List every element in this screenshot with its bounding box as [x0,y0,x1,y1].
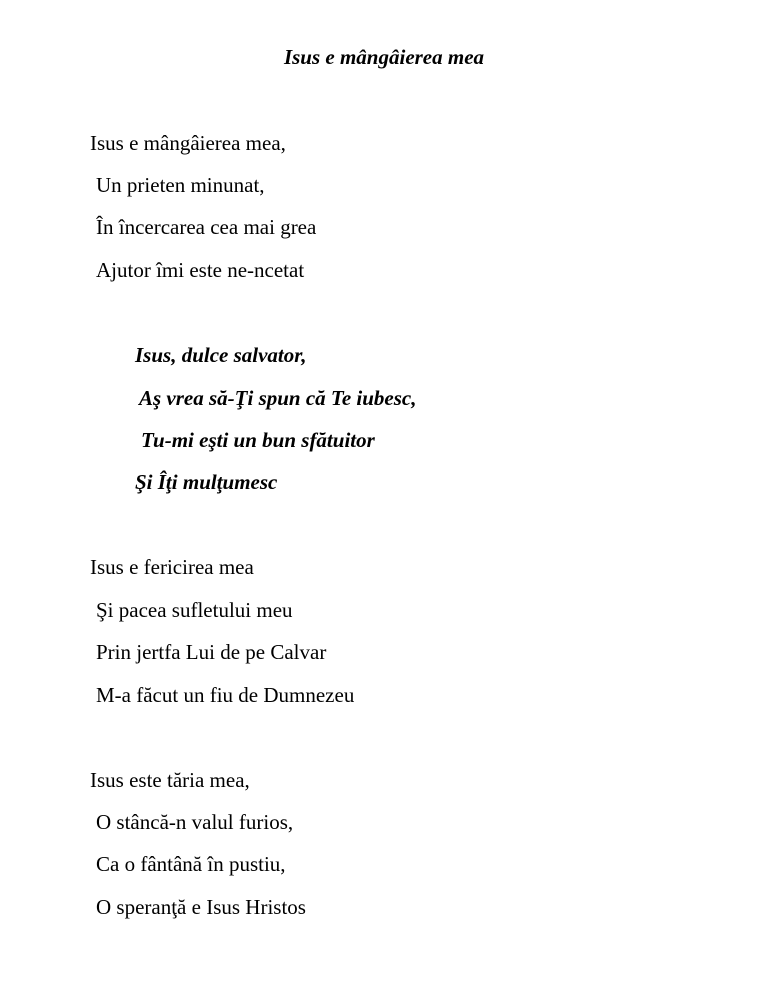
chorus-line-1: Isus, dulce salvator, [135,343,307,367]
stanza-1-line-4: Ajutor îmi este ne-ncetat [96,258,305,282]
stanza-3-line-3: Ca o fântână în pustiu, [96,852,286,876]
stanza-3-line-2: O stâncă-n valul furios, [96,810,294,834]
stanza-2-line-2: Şi pacea sufletului meu [96,598,293,622]
stanza-2-line-3: Prin jertfa Lui de pe Calvar [96,640,327,664]
stanza-3-line-4: O speranţă e Isus Hristos [96,895,306,919]
stanza-1-line-1: Isus e mângâierea mea, [90,131,286,155]
chorus-line-4: Şi Îţi mulţumesc [135,470,278,494]
chorus-line-3: Tu-mi eşti un bun sfătuitor [141,428,375,452]
stanza-1-line-2: Un prieten minunat, [96,173,265,197]
chorus-line-2: Aş vrea să-Ţi spun că Te iubesc, [139,386,417,410]
poem-title: Isus e mângâierea mea [283,45,485,69]
stanza-1-line-3: În încercarea cea mai grea [96,215,317,239]
stanza-2-line-4: M-a făcut un fiu de Dumnezeu [96,683,355,707]
stanza-3-line-1: Isus este tăria mea, [90,768,250,792]
stanza-2-line-1: Isus e fericirea mea [90,555,254,579]
